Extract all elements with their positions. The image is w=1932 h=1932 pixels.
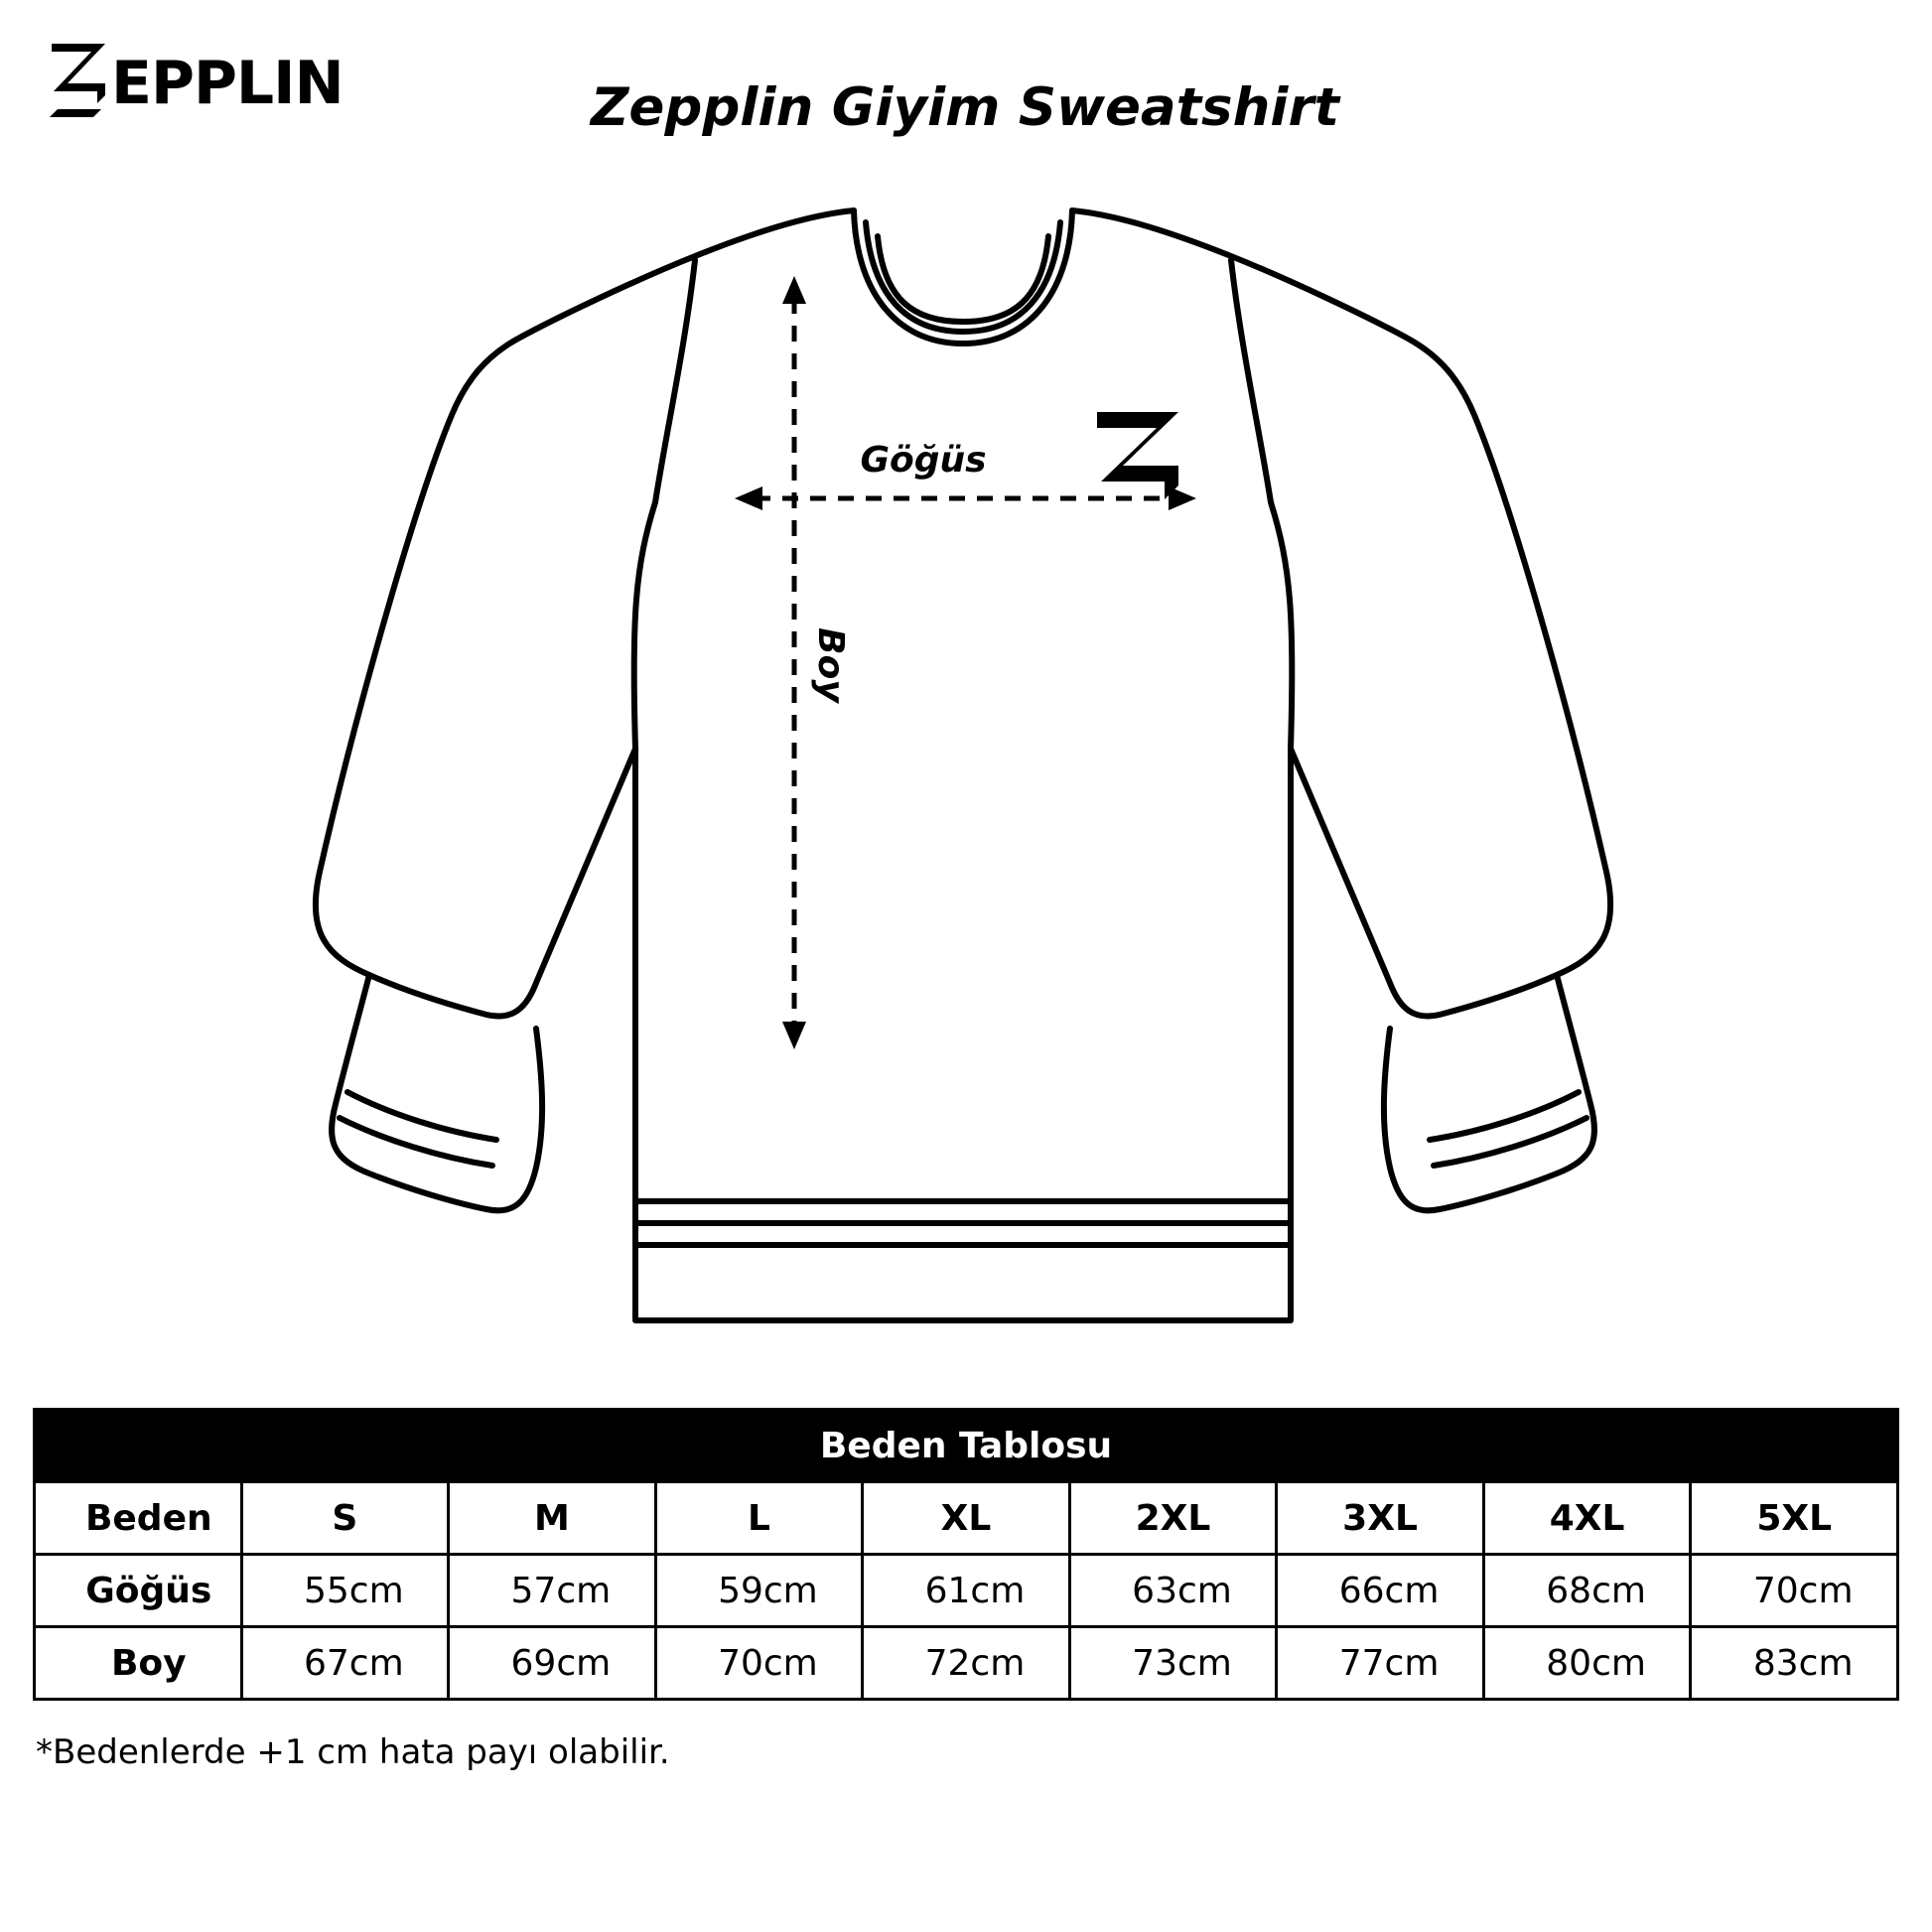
brand-logo [48,40,344,121]
header-cell-3xl: 3XL [1277,1482,1484,1555]
table-header-row [35,1482,1898,1555]
cell-gogus-2xl: 63cm [1069,1555,1277,1627]
length-measure-arrow [782,276,806,1049]
page-title-regular: Zepplin Giyim [591,77,1019,138]
zepplin-z-logo-icon [48,40,109,121]
sweatshirt-outline-icon [0,149,1932,1380]
cell-gogus-4xl: 68cm [1483,1555,1691,1627]
brand-wordmark: EPPLIN [111,49,344,118]
cell-gogus-xl: 61cm [863,1555,1070,1627]
header-cell-m: M [449,1482,656,1555]
page-title [591,77,1339,138]
cell-gogus-s: 55cm [241,1555,449,1627]
table-title-row [35,1410,1898,1482]
row-label-gogus: Göğüs [35,1555,242,1627]
header-cell-xl: XL [863,1482,1070,1555]
header-cell-2xl: 2XL [1069,1482,1277,1555]
header-cell-beden: Beden [35,1482,242,1555]
cell-boy-xl: 72cm [863,1627,1070,1700]
cell-boy-l: 70cm [655,1627,863,1700]
cell-gogus-l: 59cm [655,1555,863,1627]
page-title-strong: Sweatshirt [1018,77,1339,138]
cell-gogus-3xl: 66cm [1277,1555,1484,1627]
length-measure-label: Boy [810,627,851,703]
table-row [35,1555,1898,1627]
header-cell-s: S [241,1482,449,1555]
garment-illustration [0,149,1932,1380]
cell-boy-3xl: 77cm [1277,1627,1484,1700]
cell-boy-s: 67cm [241,1627,449,1700]
header-cell-5xl: 5XL [1691,1482,1898,1555]
cell-boy-5xl: 83cm [1691,1627,1898,1700]
table-title: Beden Tablosu [35,1410,1898,1482]
chest-measure-arrow [735,486,1196,510]
cell-gogus-5xl: 70cm [1691,1555,1898,1627]
cell-boy-2xl: 73cm [1069,1627,1277,1700]
chest-measure-label: Göğüs [860,440,987,481]
header-cell-4xl: 4XL [1483,1482,1691,1555]
size-table-wrapper [33,1408,1899,1701]
header-cell-l: L [655,1482,863,1555]
table-row [35,1627,1898,1700]
footnote: *Bedenlerde +1 cm hata payı olabilir. [36,1732,670,1772]
cell-boy-4xl: 80cm [1483,1627,1691,1700]
cell-gogus-m: 57cm [449,1555,656,1627]
cell-boy-m: 69cm [449,1627,656,1700]
row-label-boy: Boy [35,1627,242,1700]
size-table [33,1408,1899,1701]
zepplin-z-logo-small-icon [1097,412,1178,499]
